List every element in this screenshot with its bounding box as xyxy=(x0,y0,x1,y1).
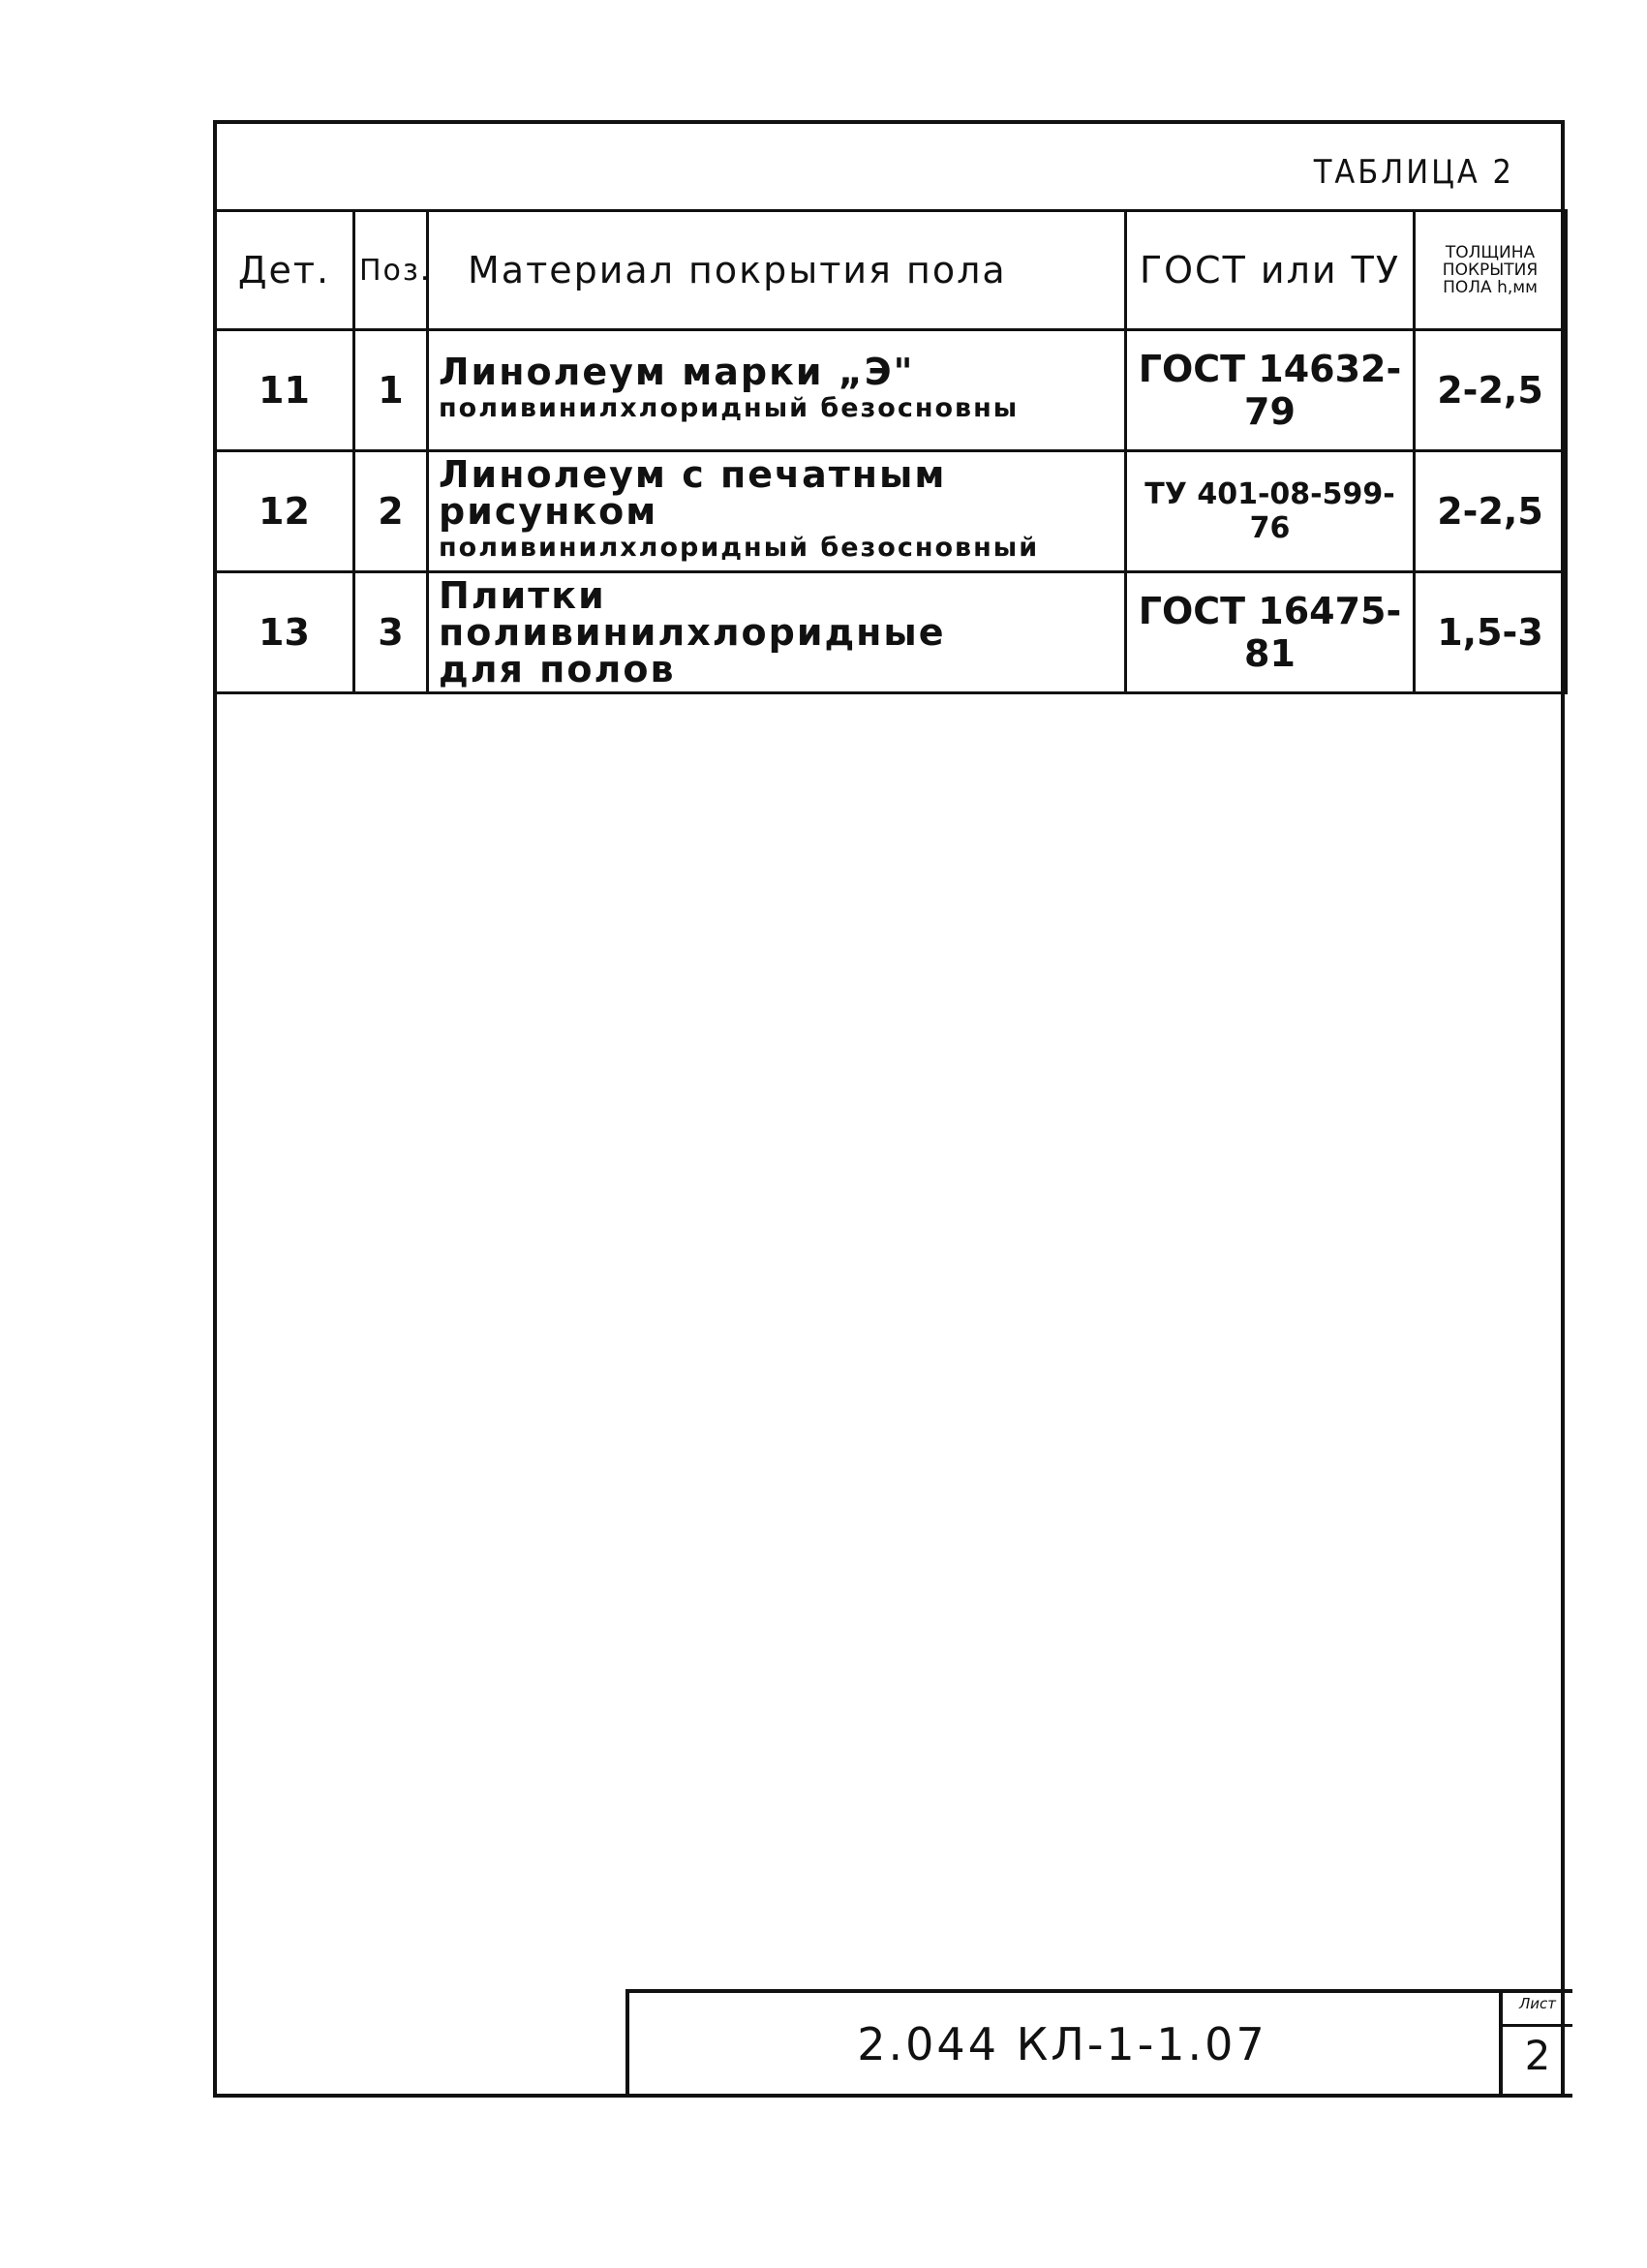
material-line-1: Линолеум марки „Э" xyxy=(439,351,915,393)
cell-gost: ГОСТ 16475-81 xyxy=(1126,572,1415,693)
sheet-number: 2 xyxy=(1524,2032,1551,2079)
material-line-1: Плитки поливинилхлоридные xyxy=(439,574,946,654)
header-material: Материал покрытия пола xyxy=(428,211,1126,330)
cell-pos: 2 xyxy=(354,451,428,572)
material-line-1: Линолеум с печатным рисунком xyxy=(439,453,947,533)
cell-gost: ГОСТ 14632-79 xyxy=(1126,330,1415,451)
cell-pos: 3 xyxy=(354,572,428,693)
sheet-label: Лист xyxy=(1503,1995,1572,2027)
table-row xyxy=(215,330,1567,451)
header-gost: ГОСТ или ТУ xyxy=(1126,211,1415,330)
sheet-number-cell xyxy=(1499,1993,1572,2094)
header-thickness: ТОЛЩИНА ПОКРЫТИЯ ПОЛА h,мм xyxy=(1415,211,1567,330)
document-code: 2.044 КЛ-1-1.07 xyxy=(857,2018,1267,2070)
materials-table xyxy=(213,209,1568,694)
table-row xyxy=(215,572,1567,693)
material-line-2: для полов xyxy=(439,648,676,690)
cell-gost: ТУ 401-08-599-76 xyxy=(1126,451,1415,572)
header-pos: Поз. xyxy=(354,211,428,330)
cell-thickness: 1,5-3 xyxy=(1415,572,1567,693)
cell-det: 12 xyxy=(215,451,354,572)
cell-det: 13 xyxy=(215,572,354,693)
cell-thickness: 2-2,5 xyxy=(1415,330,1567,451)
drawing-sheet xyxy=(213,120,1565,2098)
table-caption: ТАБЛИЦА 2 xyxy=(1313,153,1514,192)
header-det: Дет. xyxy=(215,211,354,330)
cell-thickness: 2-2,5 xyxy=(1415,451,1567,572)
table-row xyxy=(215,451,1567,572)
material-line-2: поливинилхлоридный безосновный xyxy=(439,533,1040,563)
cell-material xyxy=(428,330,1126,451)
title-block xyxy=(625,1989,1572,2098)
cell-pos: 1 xyxy=(354,330,428,451)
cell-material xyxy=(428,572,1126,693)
material-line-2: поливинилхлоридный безосновны xyxy=(439,393,1020,423)
cell-det: 11 xyxy=(215,330,354,451)
table-header-row xyxy=(215,211,1567,330)
cell-material xyxy=(428,451,1126,572)
